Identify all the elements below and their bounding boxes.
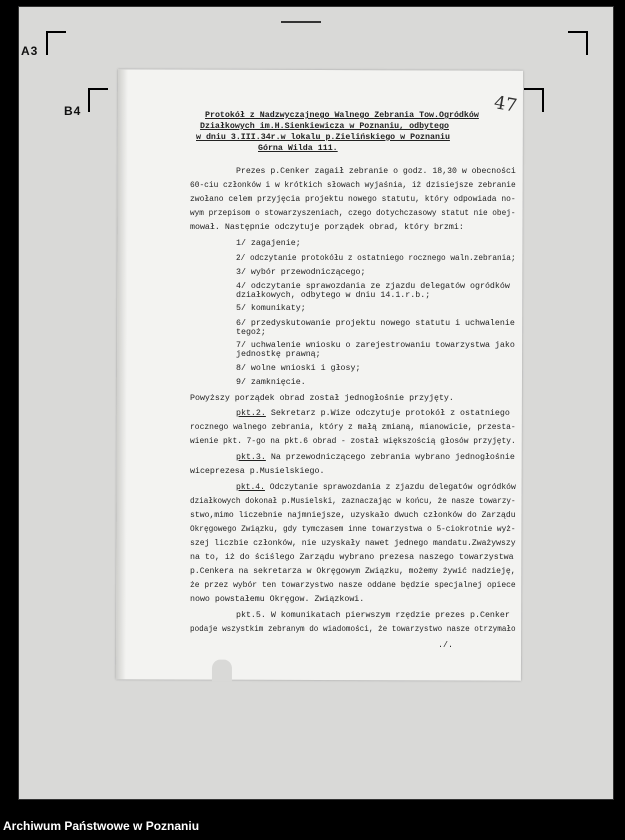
pkt3-first-text: Na przewodniczącego zebrania wybrano jednogłośnie — [265, 453, 515, 462]
pkt4-line: na to, iż do ściślego Zarządu wybrano prezesa naszego towarzystwa — [190, 553, 514, 562]
accepted-line: Powyższy porządek obrad został jednogłośnie przyjęty. — [190, 394, 454, 403]
agenda-item: 7/ uchwalenie wniosku o zarejestrowaniu towarzystwa jako — [236, 341, 515, 350]
agenda-item: 1/ zagajenie; — [236, 239, 301, 248]
corner-mark-a-right — [568, 31, 588, 55]
pkt2-line: rocznego walnego zebrania, który z małą zmianą, mianowicie, przesta- — [190, 423, 516, 432]
pkt4-line: szej liczbie członków, nie uzyskały nawet jednego mandatu.Zważywszy — [190, 539, 516, 548]
pkt3-first-line — [236, 452, 515, 463]
agenda-item: 4/ odczytanie sprawozdania ze zjazdu delegatów ogródków — [236, 282, 510, 291]
pkt4-line: p.Cenkera na sekretarza w Okręgowym Związku, możemy żywić nadzieję, — [190, 567, 516, 576]
top-edge-mark — [281, 21, 321, 23]
pkt5-line: podaje wszystkim zebranym do wiadomości, że towarzystwo nasze otrzymało — [190, 625, 516, 634]
agenda-item: 8/ wolne wnioski i głosy; — [236, 364, 361, 373]
agenda-item: 6/ przedyskutowanie projektu nowego statutu i uchwalenie — [236, 319, 515, 328]
archive-footer: Archiwum Państwowe w Poznaniu — [3, 819, 200, 833]
pkt4-first-line — [236, 482, 516, 493]
marker-b-label: B4 — [64, 104, 82, 118]
pkt2-first-text: Sekretarz p.Wize odczytuje protokół z ostatniego — [265, 409, 510, 418]
title-line: Działkowych im.H.Sienkiewicza w Poznaniu, odbytego — [200, 122, 449, 131]
pkt4-line: nowo powstałemu Okręgow. Związkowi. — [190, 595, 365, 604]
marker-a-label: A3 — [21, 44, 39, 58]
corner-mark-a-left — [46, 31, 66, 55]
intro-line: zwołano celem przyjęcia projektu nowego statutu, który odpowiada no- — [190, 195, 516, 204]
folio-number: 47 — [492, 92, 519, 117]
pkt3-line: wiceprezesa p.Musielskiego. — [190, 467, 325, 476]
agenda-item: 5/ komunikaty; — [236, 304, 306, 313]
corner-mark-b-left — [88, 88, 108, 112]
pkt3-label: pkt.3. — [236, 453, 266, 462]
pkt5-line: pkt.5. W komunikatach pierwszym rzędzie prezes p.Cenker — [236, 611, 510, 620]
title-line: Protokół z Nadzwyczajnego Walnego Zebrania Tow.Ogródków — [205, 111, 479, 120]
agenda-item: 2/ odczytanie protokółu z ostatniego rocznego waln.zebrania; — [236, 254, 516, 263]
agenda-item: 3/ wybór przewodniczącego; — [236, 268, 366, 277]
pkt2-line: wienie pkt. 7-go na pkt.6 obrad - został większością głosów przyjęty. — [190, 437, 516, 446]
title-line: w dniu 3.III.34r.w lokalu p.Zielińskiego w Poznaniu — [196, 133, 450, 142]
agenda-item-cont: jednostkę prawną; — [236, 350, 321, 359]
pkt2-first-line — [236, 408, 510, 419]
intro-line: 60-ciu członków i w krótkich słowach wyjaśnia, iż dzisiejsze zebranie — [190, 181, 516, 190]
agenda-item-cont: działkowych, odbytego w dniu 14.1.r.b.; — [236, 291, 431, 300]
intro-line: mował. Następnie odczytuje porządek obrad, który brzmi: — [190, 223, 464, 232]
pkt2-label: pkt.2. — [236, 409, 266, 418]
title-line: Górna Wilda 111. — [258, 144, 338, 153]
agenda-item: 9/ zamknięcie. — [236, 378, 306, 387]
pkt4-line: że przez wybór ten towarzystwo nasze oddane będzie specjalnej opiece — [190, 581, 516, 590]
intro-line: wym przepisom o stowarzyszeniach, czego dotychczasowy statut nie obej- — [190, 209, 516, 218]
pkt4-line: Okręgowego Związku, gdy tymczasem inne towarzystwa o 5-ciokrotnie wyż- — [190, 525, 516, 534]
continuation-mark: ./. — [438, 641, 453, 650]
intro-line: Prezes p.Cenker zagaił zebranie o godz. 18,30 w obecności — [236, 167, 516, 176]
pkt4-line: stwo,mimo liczebnie najmniejsze, uzyskało dwuch członków do Zarządu — [190, 511, 516, 520]
agenda-item-cont: tegoż; — [236, 328, 266, 337]
pkt4-line: działkowych dokonał p.Musielski, zaznaczając w końcu, że nasze towarzy- — [190, 497, 516, 506]
corner-mark-b-right — [524, 88, 544, 112]
pkt4-first-text: Odczytanie sprawozdania z zjazdu delegatów ogródków — [264, 483, 516, 492]
pkt4-label: pkt.4. — [236, 483, 265, 492]
page-tear — [212, 660, 232, 682]
